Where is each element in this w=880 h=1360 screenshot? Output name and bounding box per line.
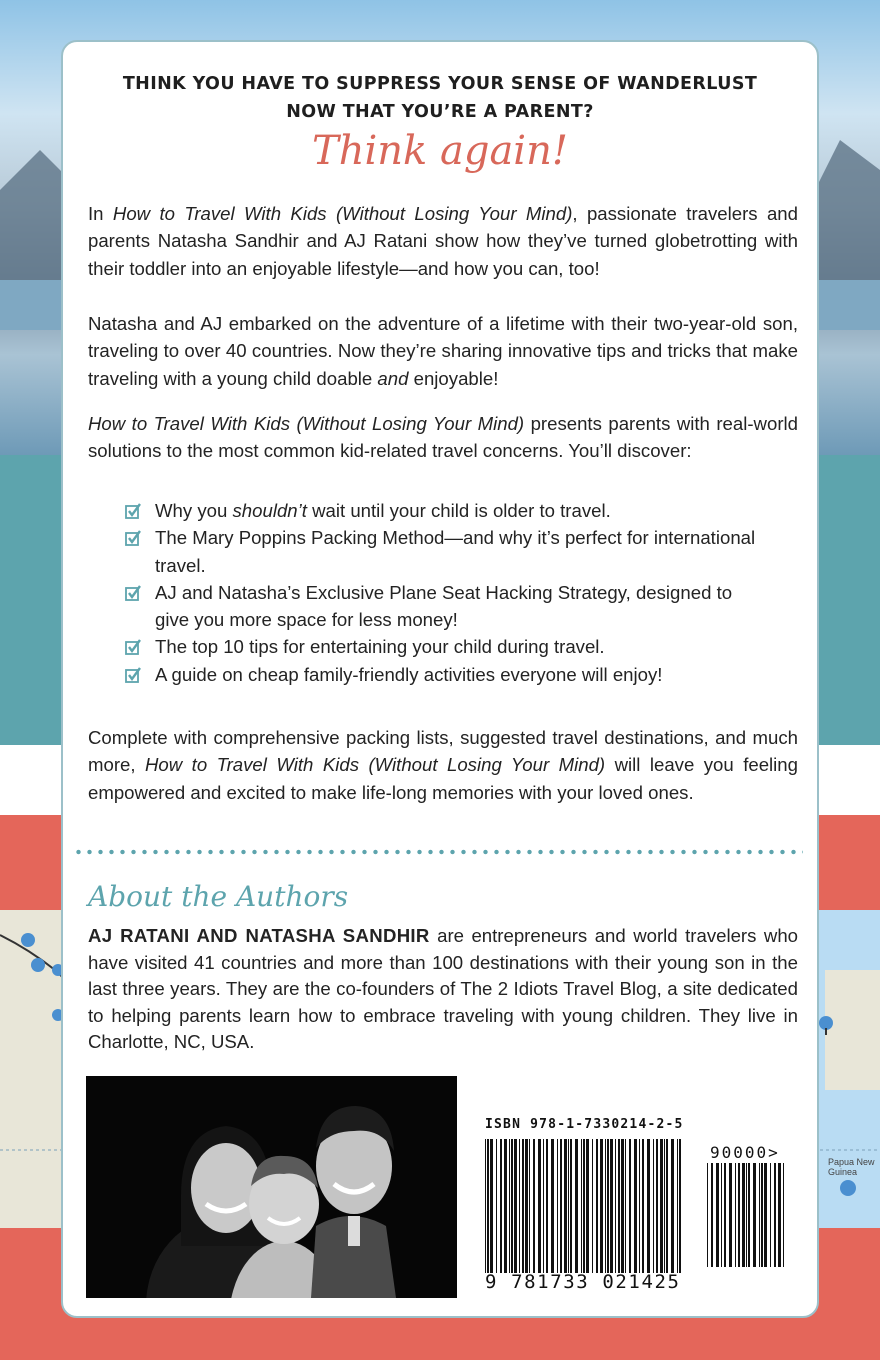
isbn-barcode <box>485 1117 805 1297</box>
checklist-item <box>123 633 763 660</box>
intro-post: , passionate travelers and parents Natasha Sandhir and AJ Ratani show how they’ve turned globetrotting with their toddler into an enjoyable lifestyle—and how you can, too! <box>88 203 798 279</box>
checklist-item-3: AJ and Natasha’s Exclusive Plane Seat Hacking Strategy, designed to give you more space for less money! <box>155 581 733 631</box>
checklist-item <box>123 497 763 524</box>
checklist-item-1-post: wait until your child is older to travel. <box>306 500 611 521</box>
barcode-bar <box>509 1139 510 1273</box>
barcode-bar <box>533 1139 535 1273</box>
checkbox-check-icon <box>125 530 141 546</box>
map-pin-icon <box>21 933 35 947</box>
barcode-bar <box>570 1139 572 1273</box>
checklist-item-1-pre: Why you <box>155 500 233 521</box>
barcode-addon-bars <box>707 1163 789 1267</box>
barcode-bar <box>666 1139 668 1273</box>
barcode-bar <box>742 1163 745 1267</box>
price-code: 90000> <box>710 1143 780 1162</box>
barcode-bar <box>653 1139 654 1273</box>
adventure-emphasis: and <box>377 367 409 389</box>
checklist-item-2: The Mary Poppins Packing Method—and why it’s perfect for international travel. <box>155 527 756 576</box>
barcode-bar <box>615 1139 616 1273</box>
intro-pre: In <box>88 203 113 224</box>
barcode-bar <box>738 1163 740 1267</box>
barcode-bar <box>629 1139 631 1273</box>
barcode-bar <box>504 1139 507 1273</box>
barcode-bar <box>774 1163 776 1267</box>
checklist-item <box>123 524 763 579</box>
barcode-bar <box>581 1139 582 1273</box>
authors-bio <box>88 923 798 1056</box>
barcode-number: 9 781733 021425 <box>485 1271 681 1293</box>
barcode-bar <box>525 1139 528 1273</box>
barcode-bar <box>660 1139 663 1273</box>
barcode-bar <box>677 1139 678 1273</box>
barcode-bar <box>487 1139 489 1273</box>
book-title: How to Travel With Kids (Without Losing Your Mind) <box>145 754 606 776</box>
adventure-post: enjoyable! <box>408 367 499 389</box>
map-pin-icon <box>840 1180 856 1196</box>
barcode-bar <box>721 1163 722 1267</box>
map-pin-icon <box>31 958 45 972</box>
barcode-bar <box>761 1163 763 1267</box>
book-title: How to Travel With Kids (Without Losing Your Mind) <box>112 203 573 224</box>
barcode-bar <box>543 1139 544 1273</box>
barcode-bar <box>500 1139 502 1273</box>
checklist-item-5: A guide on cheap family-friendly activities everyone will enjoy! <box>155 663 663 685</box>
barcode-bar <box>583 1139 585 1273</box>
checklist-item <box>123 661 763 688</box>
barcode-bar <box>671 1139 674 1273</box>
barcode-bar <box>600 1139 603 1273</box>
barcode-bar <box>564 1139 567 1273</box>
barcode-bar <box>753 1163 756 1267</box>
headline-line-1: THINK YOU HAVE TO SUPPRESS YOUR SENSE OF WANDERLUST <box>122 74 758 94</box>
barcode-bar <box>560 1139 562 1273</box>
barcode-bar <box>490 1139 493 1273</box>
barcode-bar <box>522 1139 524 1273</box>
map-label: Papua New Guinea <box>828 1157 875 1177</box>
barcode-bar <box>625 1139 626 1273</box>
authors-photo <box>86 1076 457 1298</box>
closing-post: will leave you feeling empowered and excited to make life-long memories with your loved ones. <box>88 754 798 803</box>
barcode-bar <box>664 1139 665 1273</box>
barcode-bar <box>724 1163 726 1267</box>
barcode-bar <box>642 1139 644 1273</box>
barcode-bar <box>621 1139 624 1273</box>
barcode-bar <box>679 1139 681 1273</box>
authors-names: AJ RATANI AND NATASHA SANDHIR <box>88 925 430 946</box>
back-cover-card <box>61 40 819 1318</box>
barcode-bar <box>746 1163 747 1267</box>
map-pin-icon <box>819 1016 833 1030</box>
closing-pre: Complete with comprehensive packing lists, suggested travel destinations, and much more, <box>88 727 798 776</box>
checklist-item-1-em: shouldn’t <box>232 500 307 521</box>
barcode-bar <box>568 1139 569 1273</box>
barcode-bar <box>519 1139 520 1273</box>
barcode-bar <box>605 1139 606 1273</box>
intro-paragraph <box>88 200 798 282</box>
discover-paragraph <box>88 410 798 465</box>
barcode-bar <box>716 1163 719 1267</box>
barcode-bar <box>647 1139 650 1273</box>
barcode-bar <box>770 1163 771 1267</box>
barcode-bar <box>596 1139 598 1273</box>
checklist-item <box>123 579 763 634</box>
barcode-bar <box>748 1163 750 1267</box>
barcode-bar <box>546 1139 548 1273</box>
barcode-bar <box>551 1139 554 1273</box>
barcode-bar <box>485 1139 486 1273</box>
barcode-bar <box>707 1163 708 1267</box>
checkbox-check-icon <box>125 585 141 601</box>
authors-bio-text: are entrepreneurs and world travelers who have visited 41 countries and more than 100 destinations with their young son in the last three years. They are the co-founders of The 2 Idiots Travel Blog, a site dedicated to helping parents learn how to embrace traveling with young children. They live in Charlotte, NC, USA. <box>88 925 799 1053</box>
dotted-divider <box>73 849 803 855</box>
barcode-bar <box>639 1139 640 1273</box>
barcode-bar <box>586 1139 589 1273</box>
adventure-paragraph <box>88 310 798 392</box>
barcode-bar <box>607 1139 609 1273</box>
barcode-bar <box>592 1139 593 1273</box>
checklist-item-4: The top 10 tips for entertaining your child during travel. <box>155 636 605 658</box>
discover-post: presents parents with real-world solutions to the most common kid-related travel concerns. You’ll discover: <box>88 413 798 462</box>
checkbox-check-icon <box>125 503 141 519</box>
barcode-bar <box>575 1139 578 1273</box>
barcode-bar <box>514 1139 517 1273</box>
barcode-bar <box>729 1163 732 1267</box>
barcode-bar <box>656 1139 658 1273</box>
barcode-bar <box>529 1139 530 1273</box>
about-authors-heading: About the Authors <box>88 880 349 913</box>
barcode-bar <box>711 1163 713 1267</box>
barcode-bar <box>557 1139 558 1273</box>
think-again-script: Think again! <box>312 128 568 174</box>
barcode-bar <box>634 1139 637 1273</box>
closing-paragraph <box>88 724 798 806</box>
barcode-bar <box>511 1139 513 1273</box>
checkbox-check-icon <box>125 667 141 683</box>
isbn-label: ISBN 978-1-7330214-2-5 <box>485 1117 684 1132</box>
family-photo-illustration <box>86 1076 457 1298</box>
checkbox-check-icon <box>125 639 141 655</box>
headline-line-2: NOW THAT YOU’RE A PARENT? <box>286 102 594 122</box>
book-title: How to Travel With Kids (Without Losing Your Mind) <box>88 413 525 434</box>
barcode-bar <box>759 1163 760 1267</box>
headline <box>63 70 817 126</box>
barcode-bar <box>783 1163 784 1267</box>
barcode-bars <box>485 1139 685 1273</box>
adventure-pre: Natasha and AJ embarked on the adventure of a lifetime with their two-year-old son, traveling to over 40 countries. Now they’re sharing innovative tips and tricks that make traveling with a young child doable <box>88 313 798 389</box>
barcode-bar <box>764 1163 767 1267</box>
barcode-bar <box>735 1163 736 1267</box>
barcode-bar <box>618 1139 620 1273</box>
barcode-bar <box>778 1163 781 1267</box>
barcode-bar <box>496 1139 497 1273</box>
barcode-bar <box>538 1139 541 1273</box>
feature-checklist <box>123 497 763 688</box>
barcode-bar <box>610 1139 613 1273</box>
